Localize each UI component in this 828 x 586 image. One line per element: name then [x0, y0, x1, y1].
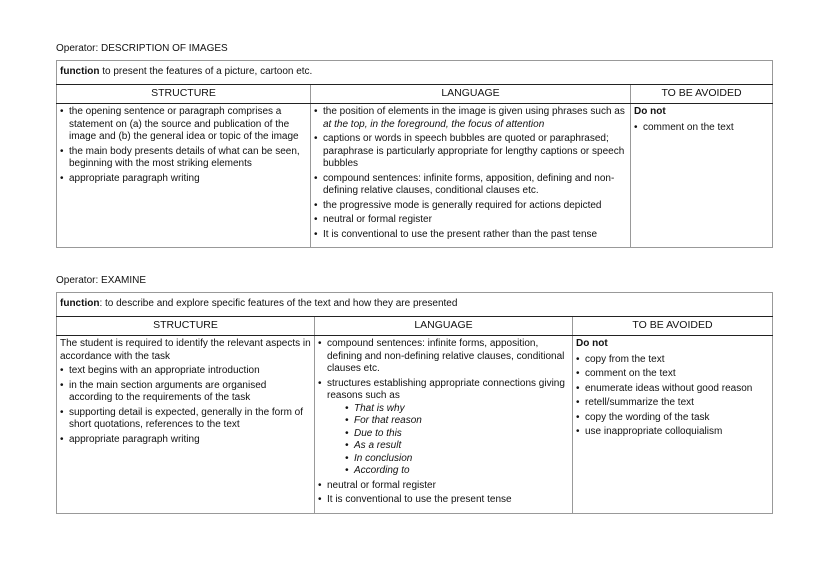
- header-to-be-avoided: TO BE AVOIDED: [631, 85, 773, 104]
- example-phrases: at the top, in the foreground, the focus of attention: [323, 118, 545, 130]
- list-item-text: structures establishing appropriate connections giving reasons such as: [327, 377, 565, 401]
- list-item: • It is conventional to use the present rather than the past tense: [314, 229, 627, 242]
- function-text: : to describe and explore specific features of the text and how they are presented: [99, 298, 458, 310]
- header-language: LANGUAGE: [315, 317, 573, 336]
- list-item: • neutral or formal register: [318, 480, 569, 493]
- structure-cell: [57, 336, 315, 514]
- list-item: • copy from the text: [576, 354, 769, 367]
- structure-intro: The student is required to identify the relevant aspects in accordance with the task: [60, 338, 311, 362]
- list-item: • compound sentences: infinite forms, apposition, defining and non-defining relative clauses, conditional clauses etc.: [318, 338, 569, 376]
- connector-item: • According to: [345, 465, 569, 478]
- operator-table-examine: [56, 292, 773, 514]
- list-item: [318, 378, 569, 478]
- connector-item: • For that reason: [345, 415, 569, 428]
- language-cell: [315, 336, 573, 514]
- avoided-cell: [573, 336, 773, 514]
- list-item: • the opening sentence or paragraph comprises a statement on (a) the source and publication of the image and (b) the general idea or topic of the image: [60, 106, 307, 144]
- connector-item: • That is why: [345, 403, 569, 416]
- list-item-text: the position of elements in the image is given using phrases such as: [323, 106, 625, 117]
- list-item: • text begins with an appropriate introduction: [60, 365, 311, 378]
- list-item: • captions or words in speech bubbles are quoted or paraphrased; paraphrase is particularly appropriate for lengthy captions or speech bubbles: [314, 133, 627, 171]
- header-structure: STRUCTURE: [57, 85, 311, 104]
- avoided-cell: [631, 104, 773, 248]
- list-item: • comment on the text: [576, 368, 769, 381]
- connector-item: • Due to this: [345, 428, 569, 441]
- list-item: • retell/summarize the text: [576, 397, 769, 410]
- list-item: • in the main section arguments are organised according to the requirements of the task: [60, 380, 311, 405]
- connector-item: • As a result: [345, 440, 569, 453]
- list-item: • the main body presents details of what can be seen, beginning with the most striking elements: [60, 146, 307, 171]
- list-item: [314, 106, 627, 131]
- function-label: function: [60, 298, 100, 310]
- function-text: to present the features of a picture, cartoon etc.: [99, 66, 313, 78]
- list-item: • enumerate ideas without good reason: [576, 383, 769, 396]
- do-not-heading: Do not: [634, 106, 666, 117]
- list-item: • compound sentences: infinite forms, apposition, defining and non-defining relative clauses, conditional clauses etc.: [314, 173, 627, 198]
- list-item: • appropriate paragraph writing: [60, 173, 307, 186]
- operator-table-description-of-images: [56, 60, 773, 248]
- list-item: • the progressive mode is generally required for actions depicted: [314, 200, 627, 213]
- list-item: • comment on the text: [634, 122, 769, 135]
- list-item: • neutral or formal register: [314, 214, 627, 227]
- list-item: • copy the wording of the task: [576, 412, 769, 425]
- list-item: • use inappropriate colloquialism: [576, 426, 769, 439]
- list-item: • It is conventional to use the present tense: [318, 494, 569, 507]
- list-item: • supporting detail is expected, generally in the form of short quotations, references to the text: [60, 407, 311, 432]
- connector-item: • In conclusion: [345, 453, 569, 466]
- language-cell: [311, 104, 631, 248]
- list-item: • appropriate paragraph writing: [60, 434, 311, 447]
- structure-cell: [57, 104, 311, 248]
- do-not-heading: Do not: [576, 338, 608, 349]
- header-to-be-avoided: TO BE AVOIDED: [573, 317, 773, 336]
- header-language: LANGUAGE: [311, 85, 631, 104]
- operator-title: Operator: DESCRIPTION OF IMAGES: [56, 43, 228, 54]
- header-structure: STRUCTURE: [57, 317, 315, 336]
- function-label: function: [60, 66, 100, 78]
- operator-title: Operator: EXAMINE: [56, 275, 147, 286]
- function-row: [57, 293, 773, 317]
- function-row: [57, 61, 773, 85]
